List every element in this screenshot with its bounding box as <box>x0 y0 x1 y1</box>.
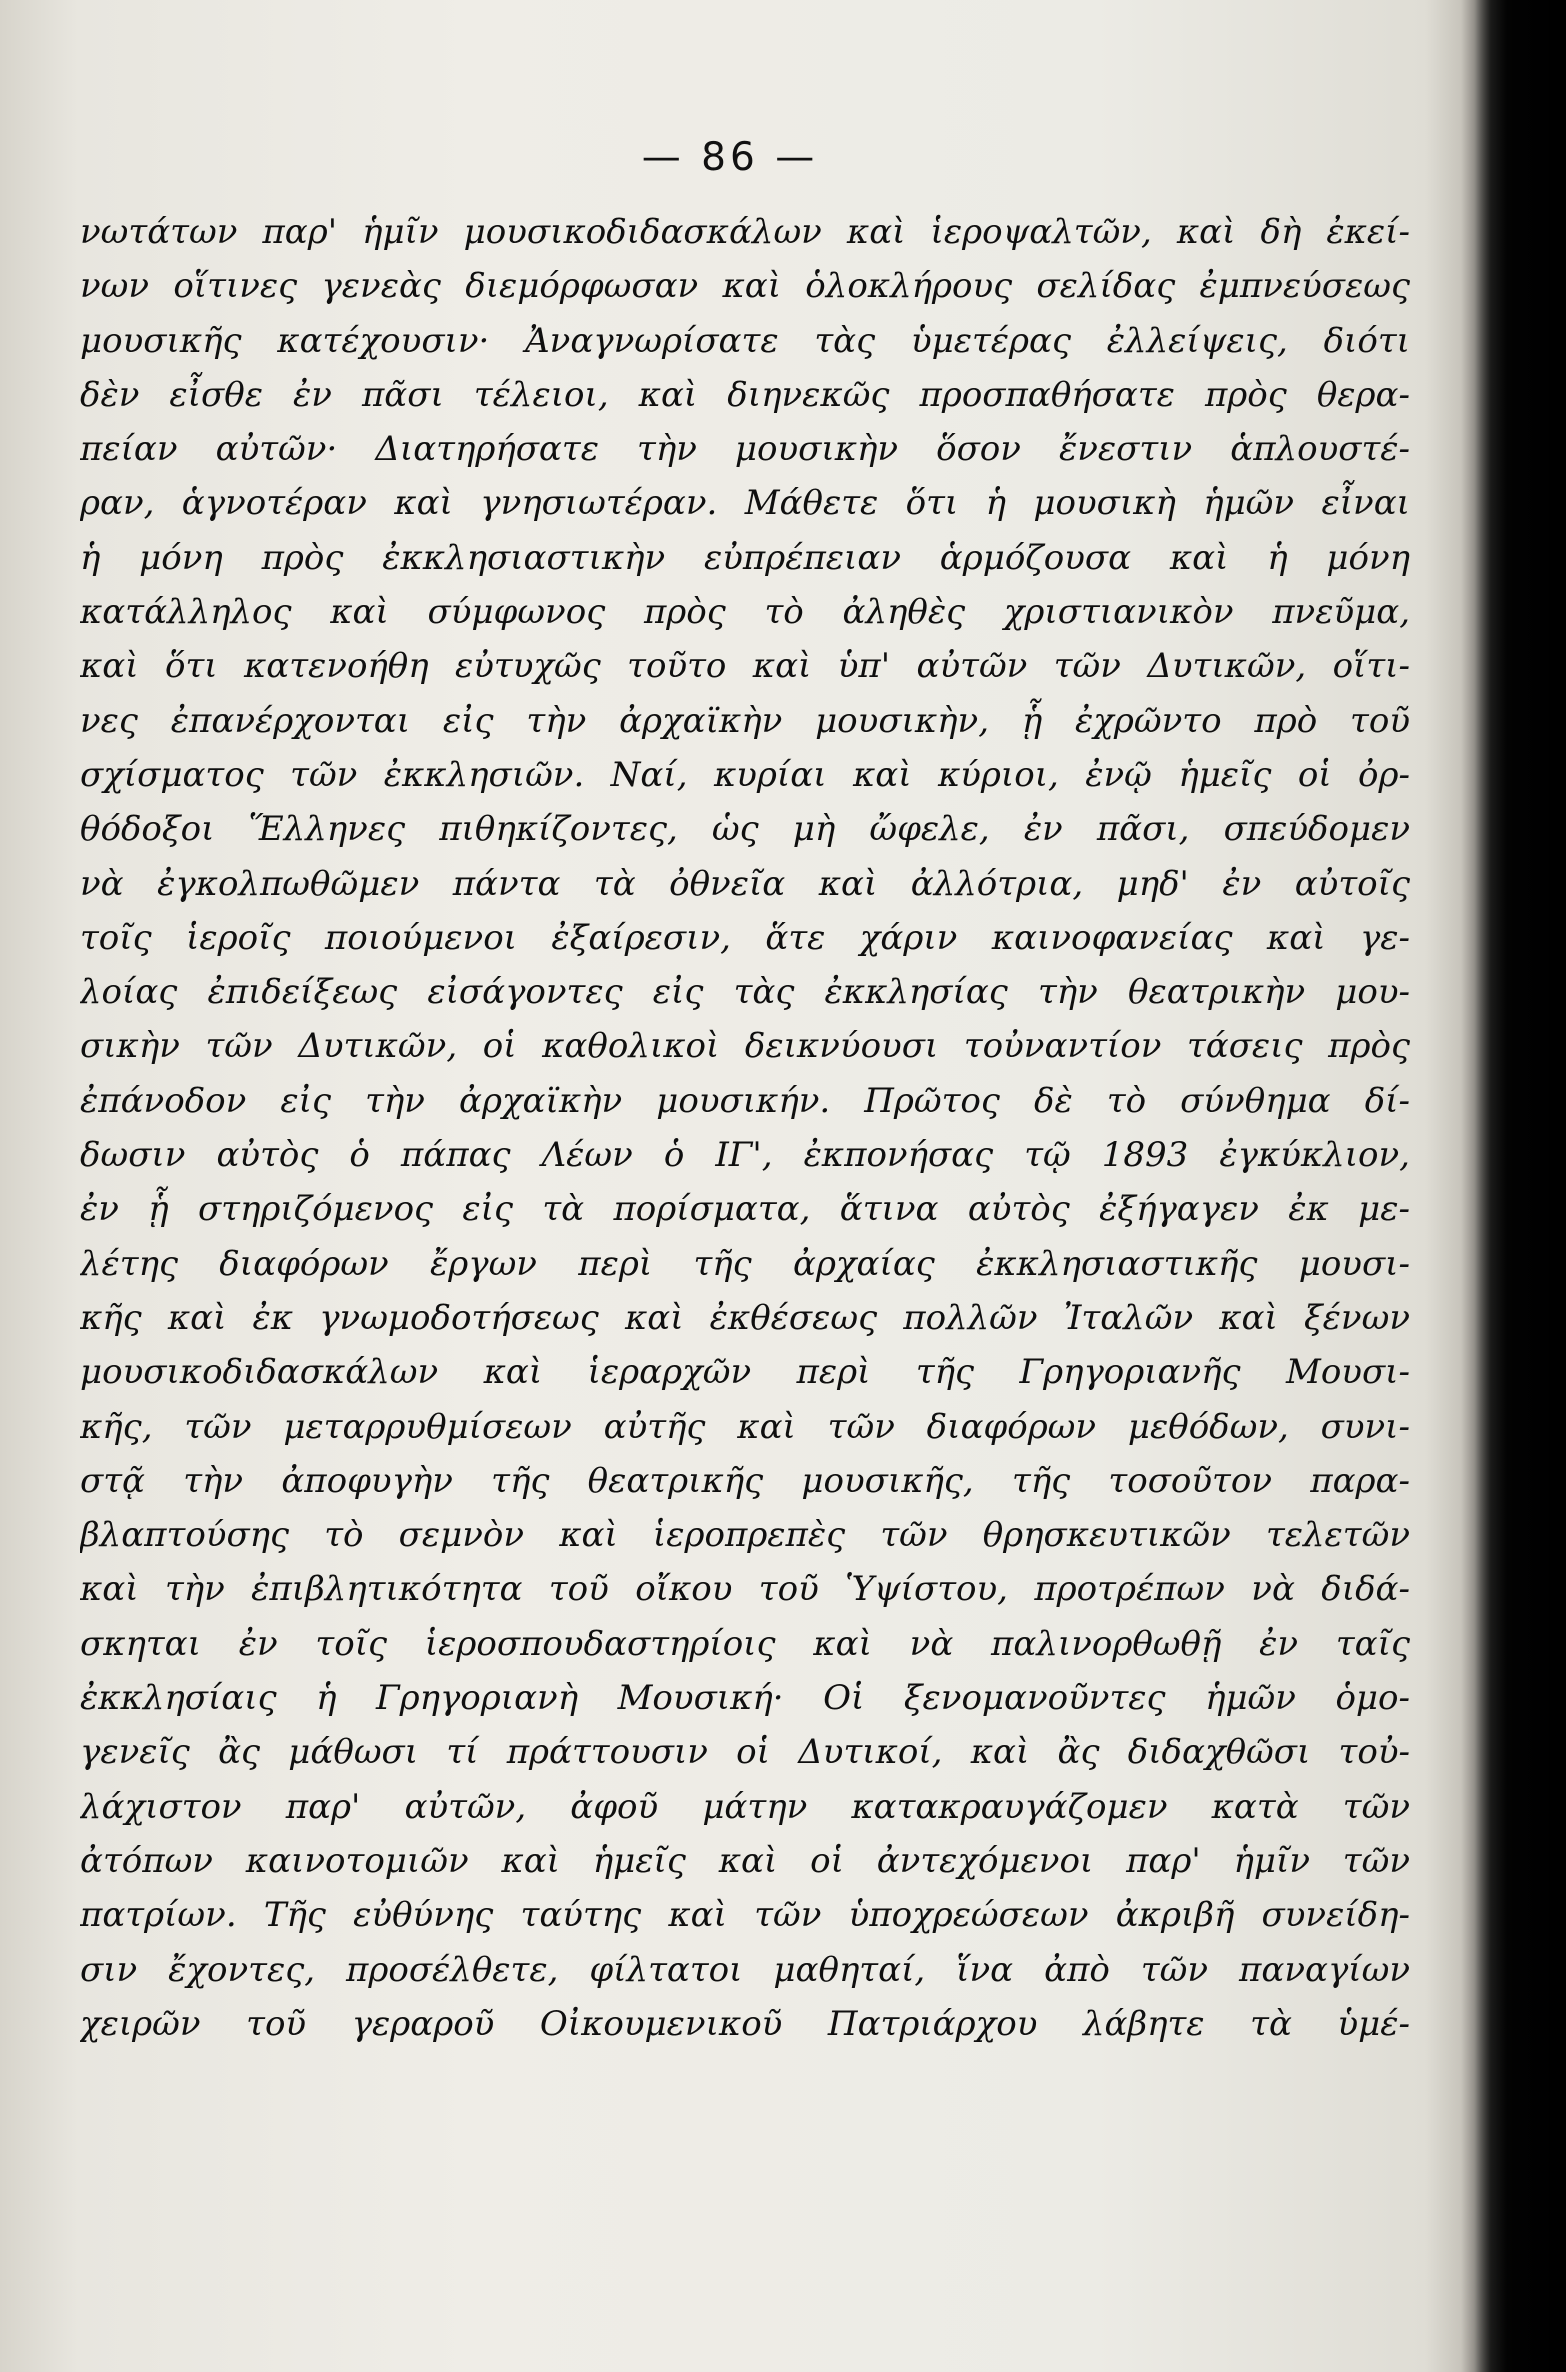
text-line: κῆς, τῶν μεταρρυθμίσεων αὐτῆς καὶ τῶν διαφόρων μεθόδων, συνι- <box>80 1406 1410 1447</box>
text-line: ἀτόπων καινοτομιῶν καὶ ἡμεῖς καὶ οἱ ἀντεχόμενοι παρ' ἡμῖν τῶν <box>80 1840 1410 1881</box>
text-line: σικὴν τῶν Δυτικῶν, οἱ καθολικοὶ δεικνύουσι τοὐναντίον τάσεις πρὸς <box>80 1026 1410 1067</box>
text-line: δὲν εἶσθε ἐν πᾶσι τέλειοι, καὶ διηνεκῶς προσπαθήσατε πρὸς θερα- <box>80 374 1410 415</box>
text-line: κῆς καὶ ἐκ γνωμοδοτήσεως καὶ ἐκθέσεως πολλῶν Ἰταλῶν καὶ ξένων <box>80 1297 1410 1338</box>
text-line: θόδοξοι Ἕλληνες πιθηκίζοντες, ὡς μὴ ὤφελε, ἐν πᾶσι, σπεύδομεν <box>80 809 1410 850</box>
text-line: λέτης διαφόρων ἔργων περὶ τῆς ἀρχαίας ἐκκλησιαστικῆς μουσι- <box>80 1243 1410 1284</box>
text-line: σκηται ἐν τοῖς ἱεροσπουδαστηρίοις καὶ νὰ παλινορθωθῇ ἐν ταῖς <box>80 1623 1410 1664</box>
text-line: γενεῖς ἂς μάθωσι τί πράττουσιν οἱ Δυτικοί, καὶ ἂς διδαχθῶσι τοὐ- <box>80 1732 1410 1773</box>
text-line: ἡ μόνη πρὸς ἐκκλησιαστικὴν εὐπρέπειαν ἁρμόζουσα καὶ ἡ μόνη <box>80 537 1410 578</box>
text-line: κατάλληλος καὶ σύμφωνος πρὸς τὸ ἀληθὲς χριστιανικὸν πνεῦμα, <box>80 592 1410 633</box>
text-line: ραν, ἁγνοτέραν καὶ γνησιωτέραν. Μάθετε ὅτι ἡ μουσικὴ ἡμῶν εἶναι <box>80 483 1410 524</box>
text-line: νὰ ἐγκολπωθῶμεν πάντα τὰ ὀθνεῖα καὶ ἀλλότρια, μηδ' ἐν αὐτοῖς <box>80 863 1410 904</box>
page-number: — 86 — <box>641 135 819 180</box>
text-line: μουσικῆς κατέχουσιν· Ἀναγνωρίσατε τὰς ὑμετέρας ἐλλείψεις, διότι <box>80 320 1410 361</box>
text-line: λάχιστον παρ' αὐτῶν, ἀφοῦ μάτην κατακραυγάζομεν κατὰ τῶν <box>80 1786 1410 1827</box>
text-line: χειρῶν τοῦ γεραροῦ Οἰκουμενικοῦ Πατριάρχου λάβητε τὰ ὑμέ- <box>80 2003 1410 2044</box>
text-line: σχίσματος τῶν ἐκκλησιῶν. Ναί, κυρίαι καὶ κύριοι, ἐνῷ ἡμεῖς οἱ ὀρ- <box>80 754 1410 795</box>
text-line: καὶ ὅτι κατενοήθη εὐτυχῶς τοῦτο καὶ ὑπ' αὐτῶν τῶν Δυτικῶν, οἵτι- <box>80 646 1410 687</box>
text-line: τοῖς ἱεροῖς ποιούμενοι ἐξαίρεσιν, ἅτε χάριν καινοφανείας καὶ γε- <box>80 917 1410 958</box>
text-line: ἐκκλησίαις ἡ Γρηγοριανὴ Μουσική· Οἱ ξενομανοῦντες ἡμῶν ὁμο- <box>80 1678 1410 1719</box>
text-line: καὶ τὴν ἐπιβλητικότητα τοῦ οἴκου τοῦ Ὑψίστου, προτρέπων νὰ διδά- <box>80 1569 1410 1610</box>
text-line: σιν ἔχοντες, προσέλθετε, φίλτατοι μαθηταί, ἵνα ἀπὸ τῶν παναγίων <box>80 1949 1410 1990</box>
text-line: ἐπάνοδον εἰς τὴν ἀρχαϊκὴν μουσικήν. Πρῶτος δὲ τὸ σύνθημα δί- <box>80 1080 1410 1121</box>
text-line: νων οἵτινες γενεὰς διεμόρφωσαν καὶ ὁλοκλήρους σελίδας ἐμπνεύσεως <box>80 266 1410 307</box>
body-text <box>80 205 1410 2105</box>
text-line: ἐν ᾗ στηριζόμενος εἰς τὰ πορίσματα, ἅτινα αὐτὸς ἐξήγαγεν ἐκ με- <box>80 1189 1410 1230</box>
text-line: λοίας ἐπιδείξεως εἰσάγοντες εἰς τὰς ἐκκλησίας τὴν θεατρικὴν μου- <box>80 972 1410 1013</box>
text-line: πείαν αὐτῶν· Διατηρήσατε τὴν μουσικὴν ὅσον ἔνεστιν ἁπλουστέ- <box>80 429 1410 470</box>
text-line: βλαπτούσης τὸ σεμνὸν καὶ ἱεροπρεπὲς τῶν θρησκευτικῶν τελετῶν <box>80 1515 1410 1556</box>
text-line <box>80 2051 1410 2105</box>
text-line: νες ἐπανέρχονται εἰς τὴν ἀρχαϊκὴν μουσικὴν, ᾗ ἐχρῶντο πρὸ τοῦ <box>80 700 1410 741</box>
text-line: μουσικοδιδασκάλων καὶ ἱεραρχῶν περὶ τῆς Γρηγοριανῆς Μουσι- <box>80 1352 1410 1393</box>
text-line: δωσιν αὐτὸς ὁ πάπας Λέων ὁ ΙΓ', ἐκπονήσας τῷ 1893 ἐγκύκλιον, <box>80 1135 1410 1176</box>
text-line: στᾷ τὴν ἀποφυγὴν τῆς θεατρικῆς μουσικῆς, τῆς τοσοῦτον παρα- <box>80 1460 1410 1501</box>
page-edge-shadow <box>1474 0 1566 2372</box>
text-line: πατρίων. Τῆς εὐθύνης ταύτης καὶ τῶν ὑποχρεώσεων ἀκριβῆ συνείδη- <box>80 1895 1410 1936</box>
text-line: νωτάτων παρ' ἡμῖν μουσικοδιδασκάλων καὶ ἱεροψαλτῶν, καὶ δὴ ἐκεί- <box>80 212 1410 252</box>
